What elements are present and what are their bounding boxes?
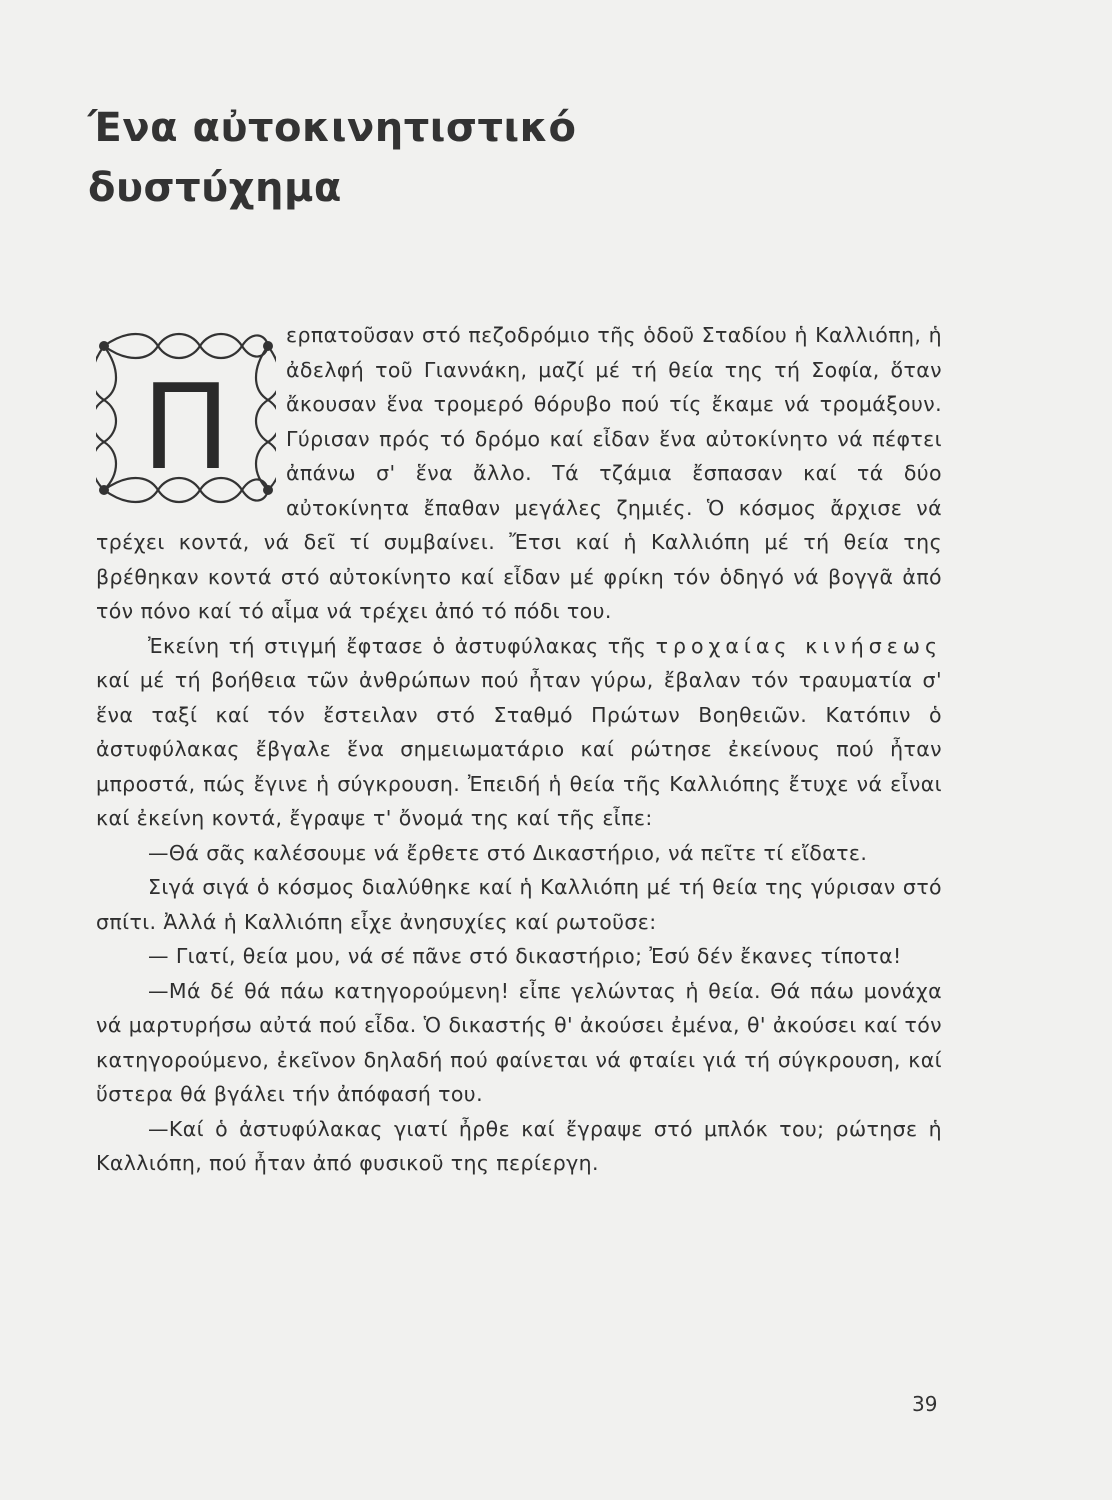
page-number: 39 <box>912 1392 938 1416</box>
dropcap-letter: Π <box>141 358 231 496</box>
paragraph-2 <box>96 629 942 836</box>
chapter-title-line-2: δυστύχημα <box>88 165 342 211</box>
paragraph-6: —Μά δέ θά πάω κατηγορούμενη! εἶπε γελώντας ἡ θεία. Θά πάω μονάχα νά μαρτυρήσω αὐτά πού εἶδα. Ὁ δικαστής θ' ἀκούσει ἐμένα, θ' ἀκούσει καί τόν κατηγορούμενο, ἐκεῖνον δηλαδή πού φαίνεται νά φταίει γιά τή σύγκρουση, καί ὕστερα θά βγάλει τήν ἀπόφασή του. <box>96 978 942 1106</box>
paragraph-2-part-a: Ἐκείνη τή στιγμή ἔφτασε ὁ ἀστυφύλακας τῆς <box>148 633 647 658</box>
chapter-title-line-1: Ένα αὐτοκινητιστικό <box>88 105 577 151</box>
paragraph-1: ερπατοῦσαν στό πεζοδρόμιο τῆς ὁδοῦ Σταδίου ἡ Καλλιόπη, ἡ ἀδελφή τοῦ Γιαννάκη, μαζί μέ τή θεία της τή Σοφία, ὅταν ἄκουσαν ἕνα τρομερό θόρυβο πού τίς ἔκαμε νά τρομάξουν. Γύρισαν πρός τό δρόμο καί εἶδαν ἕνα αὐτοκίνητο νά πέφτει ἀπάνω σ' ἕνα ἄλλο. Τά τζάμια ἔσπασαν καί τά δύο αὐτοκίνητα ἔπαθαν μεγάλες ζημιές. Ὁ κόσμος ἄρχισε νά τρέχει κοντά, νά δεῖ τί συμβαίνει. Ἔτσι καί ἡ Καλλιόπη μέ τή θεία της βρέθηκαν κοντά στό αὐτοκίνητο καί εἶδαν μέ φρίκη τόν ὁδηγό νά βογγᾶ ἀπό τόν πόνο καί τό αἷμα νά τρέχει ἀπό τό πόδι του. <box>96 323 942 623</box>
paragraph-2-spaced: τροχαίας κινήσεως <box>655 633 943 658</box>
dropcap-spacer <box>96 318 286 516</box>
paragraph-3: —Θά σᾶς καλέσουμε νά ἔρθετε στό Δικαστήριο, νά πεῖτε τί εἴδατε. <box>148 840 868 865</box>
article-body <box>96 318 942 1181</box>
paragraph-7: —Καί ὁ ἀστυφύλακας γιατί ἦρθε καί ἔγραψε στό μπλόκ του; ρώτησε ἡ Καλλιόπη, πού ἦταν ἀπό φυσικοῦ της περίεργη. <box>96 1116 942 1175</box>
paragraph-5: — Γιατί, θεία μου, νά σέ πᾶνε στό δικαστήριο; Ἐσύ δέν ἔκανες τίποτα! <box>148 944 902 968</box>
paragraph-2-part-b: καί μέ τή βοήθεια τῶν ἀνθρώπων πού ἦταν γύρω, ἔβαλαν τόν τραυματία σ' ἕνα ταξί καί τόν ἔστειλαν στό Σταθμό Πρώτων Βοηθειῶν. Κατόπιν ὁ ἀστυφύλακας ἔβγαλε ἕνα σημειωματάριο καί ρώτησε ἐκείνους πού ἦταν μπροστά, πώς ἔγινε ἡ σύγκρουση. Ἐπειδή ἡ θεία τῆς Καλλιόπης ἔτυχε νά εἶναι καί ἐκείνη κοντά, ἔγραψε τ' ὄνομά της καί τῆς εἶπε: <box>96 668 942 830</box>
paragraph-4: Σιγά σιγά ὁ κόσμος διαλύθηκε καί ἡ Καλλιόπη μέ τή θεία της γύρισαν στό σπίτι. Ἀλλά ἡ Καλλιόπη εἶχε ἀνησυχίες καί ρωτοῦσε: <box>96 875 942 934</box>
chapter-title <box>88 98 576 218</box>
